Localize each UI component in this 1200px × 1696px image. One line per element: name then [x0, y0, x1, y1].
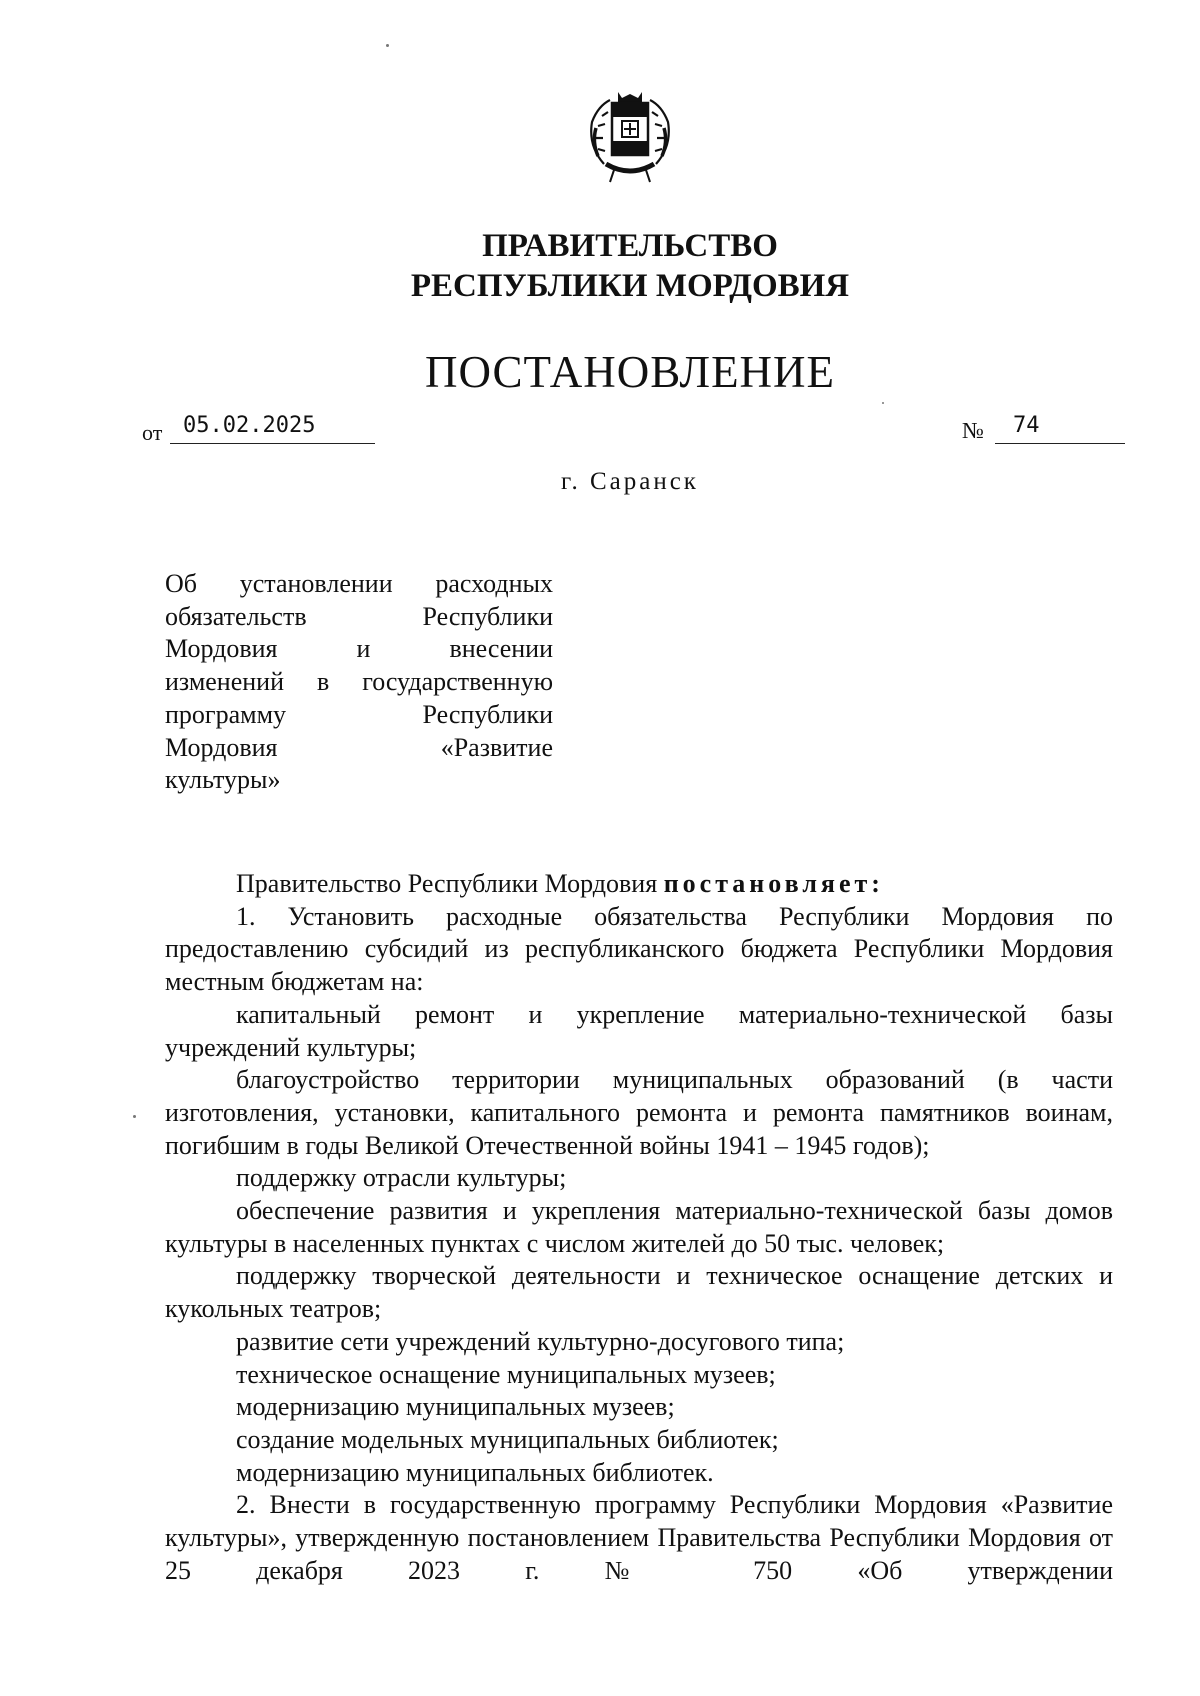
title-line: культуры»: [165, 765, 281, 795]
list-item: благоустройство территории муниципальных образований (в части изготовления, установки, капитального ремонта и ремонта памятников воинам, погибшим в годы Великой Отечественной войны 1941 – 1945 годов);: [165, 1065, 1113, 1160]
list-item: капитальный ремонт и укрепление материально-технической базы учреждений культуры;: [165, 999, 1113, 1062]
document-number: 74: [995, 412, 1125, 444]
scan-speck: [882, 402, 884, 404]
title-line: программу Республики: [165, 699, 553, 729]
document-body: [165, 868, 1113, 1587]
date-prefix: от: [142, 420, 163, 445]
list-item: развитие сети учреждений культурно-досугового типа;: [236, 1326, 845, 1356]
list-item: обеспечение развития и укрепления материально-технической базы домов культуры в населенных пунктах с числом жителей до 50 тыс. человек;: [165, 1196, 1113, 1258]
document-date: 05.02.2025: [170, 412, 375, 444]
government-name-line1: ПРАВИТЕЛЬСТВО: [482, 228, 778, 264]
list-item: поддержку отрасли культуры;: [236, 1163, 567, 1193]
paragraph-2: 2. Внести в государственную программу Республики Мордовия «Развитие культуры», утвержденную постановлением Правительства Республики Мордовия от 25 декабря 2023 г. № 750 «Об утверждении: [165, 1490, 1113, 1585]
scan-speck: [386, 44, 389, 47]
list-item: создание модельных муниципальных библиотек;: [236, 1424, 779, 1454]
government-name-line2: РЕСПУБЛИКИ МОРДОВИЯ: [410, 268, 850, 304]
number-prefix: №: [962, 418, 984, 443]
document-type: ПОСТАНОВЛЕНИЕ: [424, 347, 836, 397]
title-line: обязательств Республики: [165, 601, 553, 631]
title-line: Об установлении расходных: [165, 569, 553, 598]
list-item: модернизацию муниципальных музеев;: [236, 1392, 675, 1422]
title-line: Мордовия и внесении: [165, 634, 553, 664]
title-line: Мордовия «Развитие: [165, 732, 553, 762]
intro-text: Правительство Республики Мордовия: [236, 869, 658, 898]
title-line: изменений в государственную: [165, 667, 553, 697]
list-item: поддержку творческой деятельности и техническое оснащение детских и кукольных театров;: [165, 1261, 1113, 1324]
scan-speck: [133, 1115, 136, 1118]
intro-paragraph: [165, 868, 1113, 901]
list-item: модернизацию муниципальных библиотек.: [236, 1457, 714, 1487]
list-item: техническое оснащение муниципальных музеев;: [236, 1359, 776, 1389]
document-title: [165, 568, 553, 797]
city: г. Саранск: [561, 468, 699, 495]
paragraph-1: 1. Установить расходные обязательства Республики Мордовия по предоставлению субсидий из республиканского бюджета Республики Мордовия местным бюджетам на:: [165, 901, 1113, 997]
intro-decision-word: постановляет:: [663, 869, 884, 898]
coat-of-arms-emblem: [574, 86, 686, 186]
